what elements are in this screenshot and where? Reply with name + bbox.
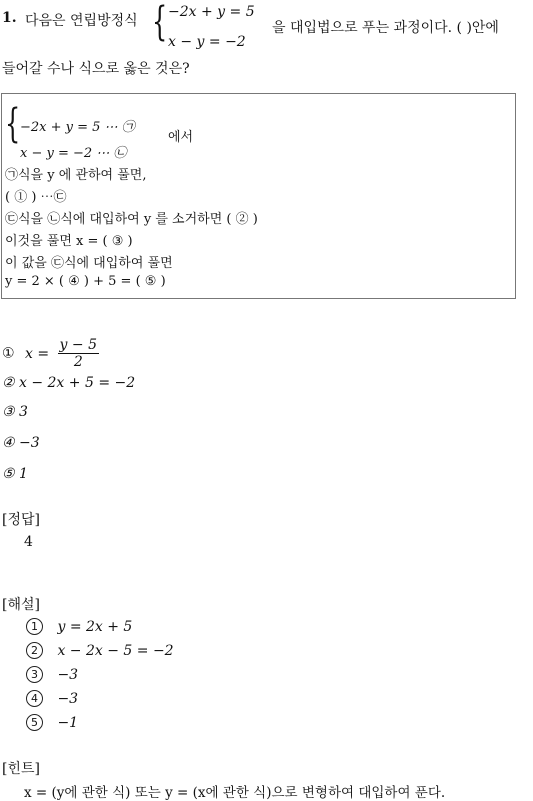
explanation-item [26,666,78,683]
question-text-after: 을 대입법으로 푸는 과정이다. ( )안에 [272,20,499,36]
box-eq1: −2x + y = 5 ⋯ ㉠ [20,120,135,135]
question-text-before: 다음은 연립방정식 [25,13,138,29]
box-line1: ㉠식을 y 에 관하여 풀면, [5,168,147,183]
hint-text: x = (y에 관한 식) 또는 y = (x에 관한 식)으로 변형하여 대입하여 푼다. [24,785,446,801]
box-line5: 이 값을 ㉢식에 대입하여 풀면 [5,256,173,271]
answer-value: 4 [24,534,33,550]
choice-3[interactable]: ③ 3 [2,404,28,420]
box-line4: 이것을 풀면 x = ( ③ ) [5,234,133,249]
choice-2[interactable]: ② x − 2x + 5 = −2 [2,375,136,391]
box-line3: ㉢식을 ㉡식에 대입하여 y 를 소거하면 ( ② ) [5,212,258,227]
box-eseo: 에서 [168,130,194,145]
choice-4[interactable]: ④ −3 [2,435,40,451]
explanation-text: −3 [57,690,79,707]
explanation-text: y = 2x + 5 [57,618,133,635]
explanation-item [26,690,78,707]
choice-1-label: ① [2,345,15,362]
explanation-num-circle: 5 [26,714,43,731]
choice-1-numerator: y − 5 [59,337,97,353]
question-eq2: x − y = −2 [168,34,246,50]
explanation-item [26,642,174,659]
explanation-num-circle: 4 [26,690,43,707]
box-eq2: x − y = −2 ⋯ ㉡ [20,146,127,161]
explanation-num-circle: 2 [26,642,43,659]
box-line6: y = 2 × ( ④ ) + 5 = ( ⑤ ) [5,274,166,289]
explanation-item [26,618,132,635]
explanation-item [26,714,78,731]
box-line2: ( ① ) ⋯㉢ [5,190,67,205]
question-text-line2: 들어갈 수나 식으로 옳은 것은? [2,61,190,77]
explanation-text: −1 [57,714,79,731]
choice-5[interactable]: ⑤ 1 [2,466,28,482]
choice-1-denominator: 2 [73,354,83,370]
hint-label: [힌트] [2,761,40,777]
choice-1[interactable] [2,337,99,370]
explanation-num-circle: 1 [26,618,43,635]
explanation-label: [해설] [2,597,40,613]
choice-1-fraction [58,337,99,370]
explanation-text: x − 2x − 5 = −2 [57,642,174,659]
question-number: 1. [2,10,17,26]
explanation-num-circle: 3 [26,666,43,683]
choice-1-lhs: x = [25,345,50,362]
explanation-text: −3 [57,666,79,683]
question-eq1: −2x + y = 5 [168,4,255,20]
answer-label: [정답] [2,512,40,528]
